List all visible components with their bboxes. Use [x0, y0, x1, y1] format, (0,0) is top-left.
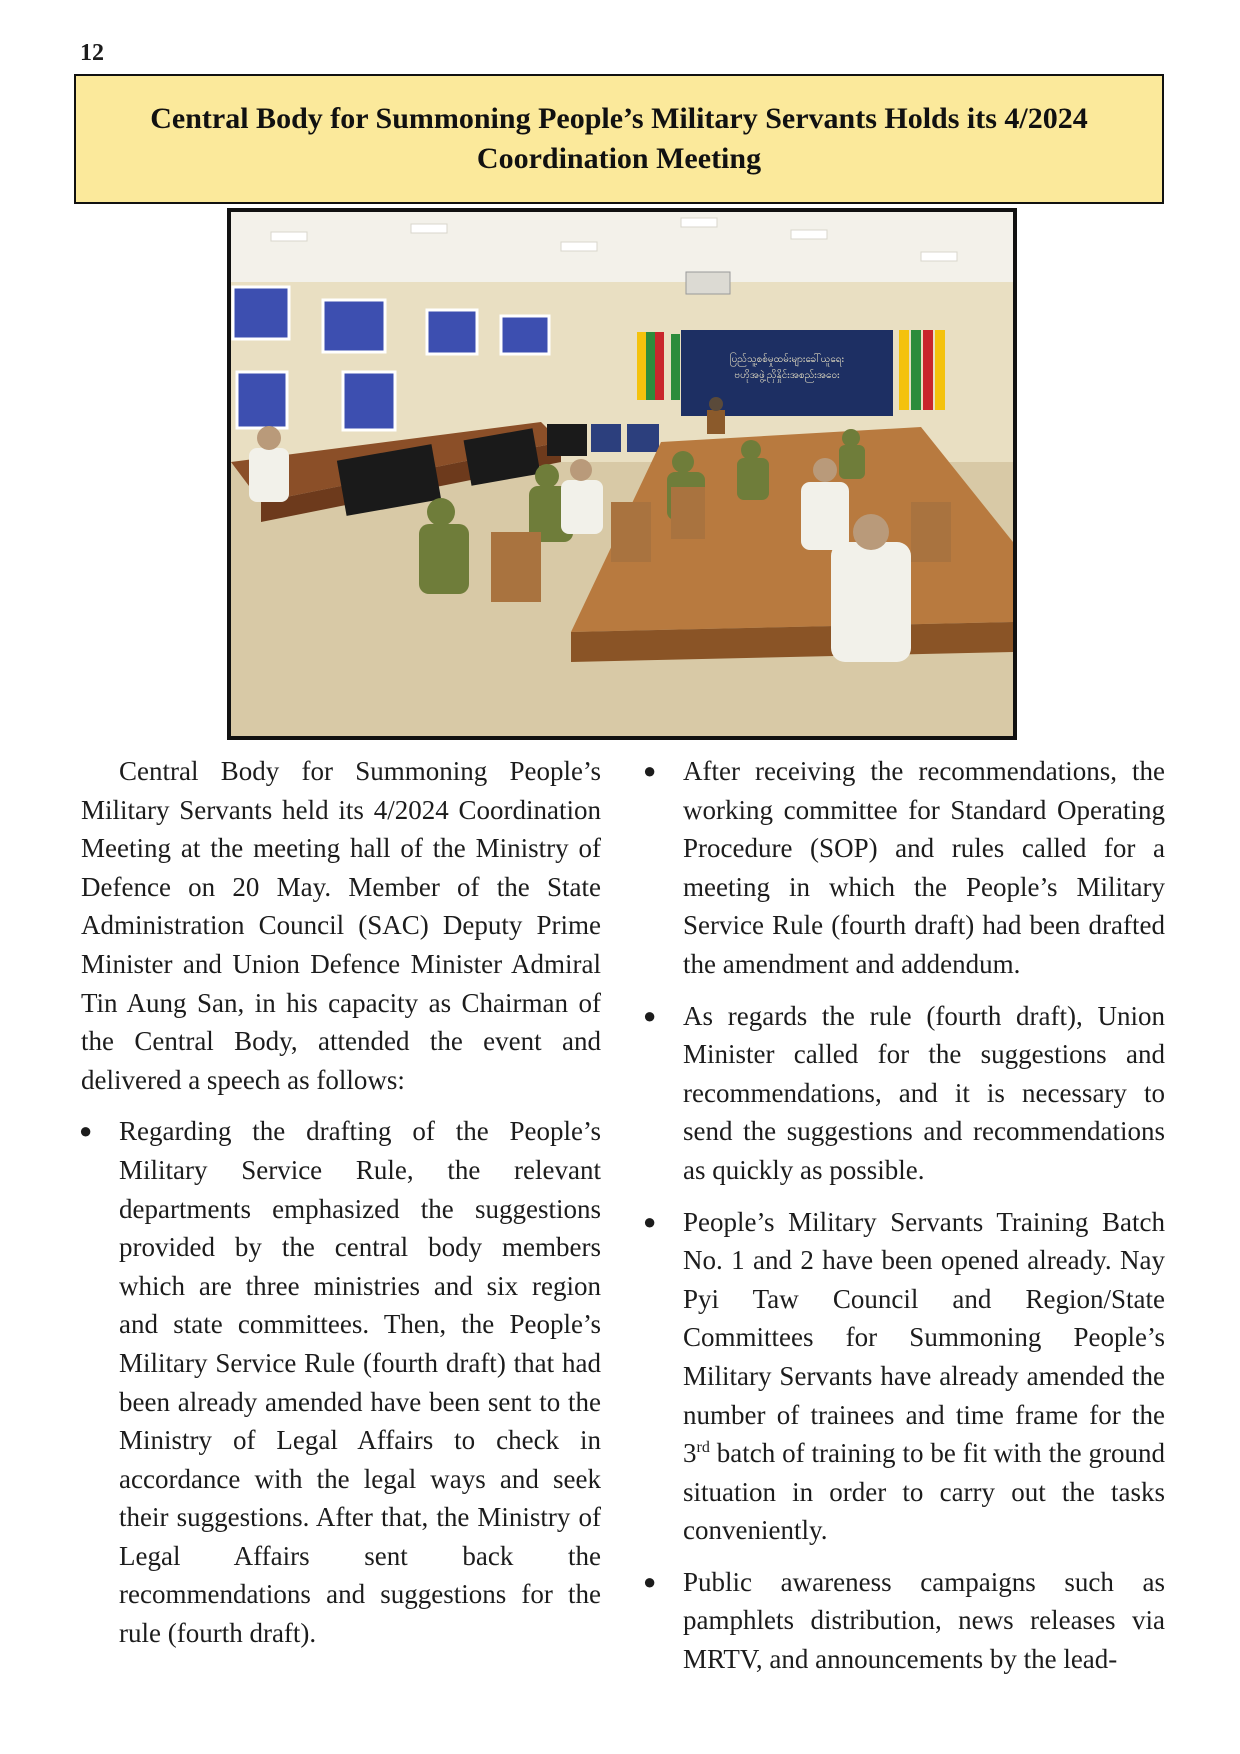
bullet-item — [645, 1203, 1165, 1550]
bullet-text-after: batch of training to be fit with the ground situation in order to carry out the tasks conveniently. — [683, 1438, 1165, 1546]
page-number: 12 — [80, 40, 104, 66]
bullet-item — [645, 997, 1165, 1190]
article-title: Central Body for Summoning People’s Military Servants Holds its 4/2024 Coordination Meeting — [150, 102, 1088, 175]
banner-text-line2: ဗဟိုအဖွဲ့ညှိနှိုင်းအစည်းအဝေး — [734, 370, 840, 381]
bullet-item — [645, 1563, 1165, 1679]
bullet-icon: ● — [643, 758, 657, 783]
bullet-icon: ● — [643, 1568, 657, 1594]
bullet-item — [645, 752, 1165, 984]
bullet-text: After receiving the recommendations, the working committee for Standard Operating Procedure (SOP) and rules called for a meeting in which the People’s Military Service Rule (fourth draft) had been drafted the amendment and addendum. — [683, 756, 1165, 979]
right-column — [645, 752, 1165, 1679]
headline-box — [74, 74, 1164, 204]
banner-text-line1: ပြည်သူ့စစ်မှုထမ်းများခေါ်ယူရေး — [729, 354, 845, 365]
bullet-icon: ● — [643, 1208, 657, 1234]
bullet-text: Regarding the drafting of the People’s Military Service Rule, the relevant departments emphasized the suggestions provided by the central body members which are three ministries and six region and state committees. Then, the People’s Military Service Rule (fourth draft) that had been already amended have been sent to the Ministry of Legal Affairs to check in accordance with the legal ways and seek their suggestions. After that, the Ministry of Legal Affairs sent back the recommendations and suggestions for the rule (fourth draft). — [119, 1116, 601, 1649]
left-column — [81, 752, 601, 1653]
bullet-item — [81, 1112, 601, 1652]
bullet-icon: ● — [79, 1118, 93, 1144]
bullet-text: As regards the rule (fourth draft), Union Minister called for the suggestions and recommendations, and it is necessary to send the suggestions and recommendations as quickly as possible. — [683, 1000, 1165, 1185]
meeting-photo — [227, 208, 1017, 740]
bullet-text-before: People’s Military Servants Training Batch No. 1 and 2 have been opened already. Nay Pyi Taw Council and Region/State Committees for Summoning People’s Military Servants have already amended the number of trainees and time frame for the 3 — [683, 1206, 1165, 1469]
right-bullet-list — [645, 752, 1165, 1679]
bullet-icon: ● — [643, 1002, 657, 1028]
meeting-hall-illustration — [231, 212, 1013, 736]
intro-paragraph: Central Body for Summoning People’s Military Servants held its 4/2024 Coordination Meeting at the meeting hall of the Ministry of Defence on 20 May. Member of the State Administration Council (SAC) Deputy Prime Minister and Union Defence Minister Admiral Tin Aung San, in his capacity as Chairman of the Central Body, attended the event and delivered a speech as follows: — [81, 756, 601, 1095]
ordinal-suffix: rd — [696, 1439, 710, 1457]
left-bullet-list — [81, 1112, 601, 1652]
bullet-text: Public awareness campaigns such as pamphlets distribution, news releases via MRTV, and announcements by the lead- — [683, 1566, 1165, 1675]
